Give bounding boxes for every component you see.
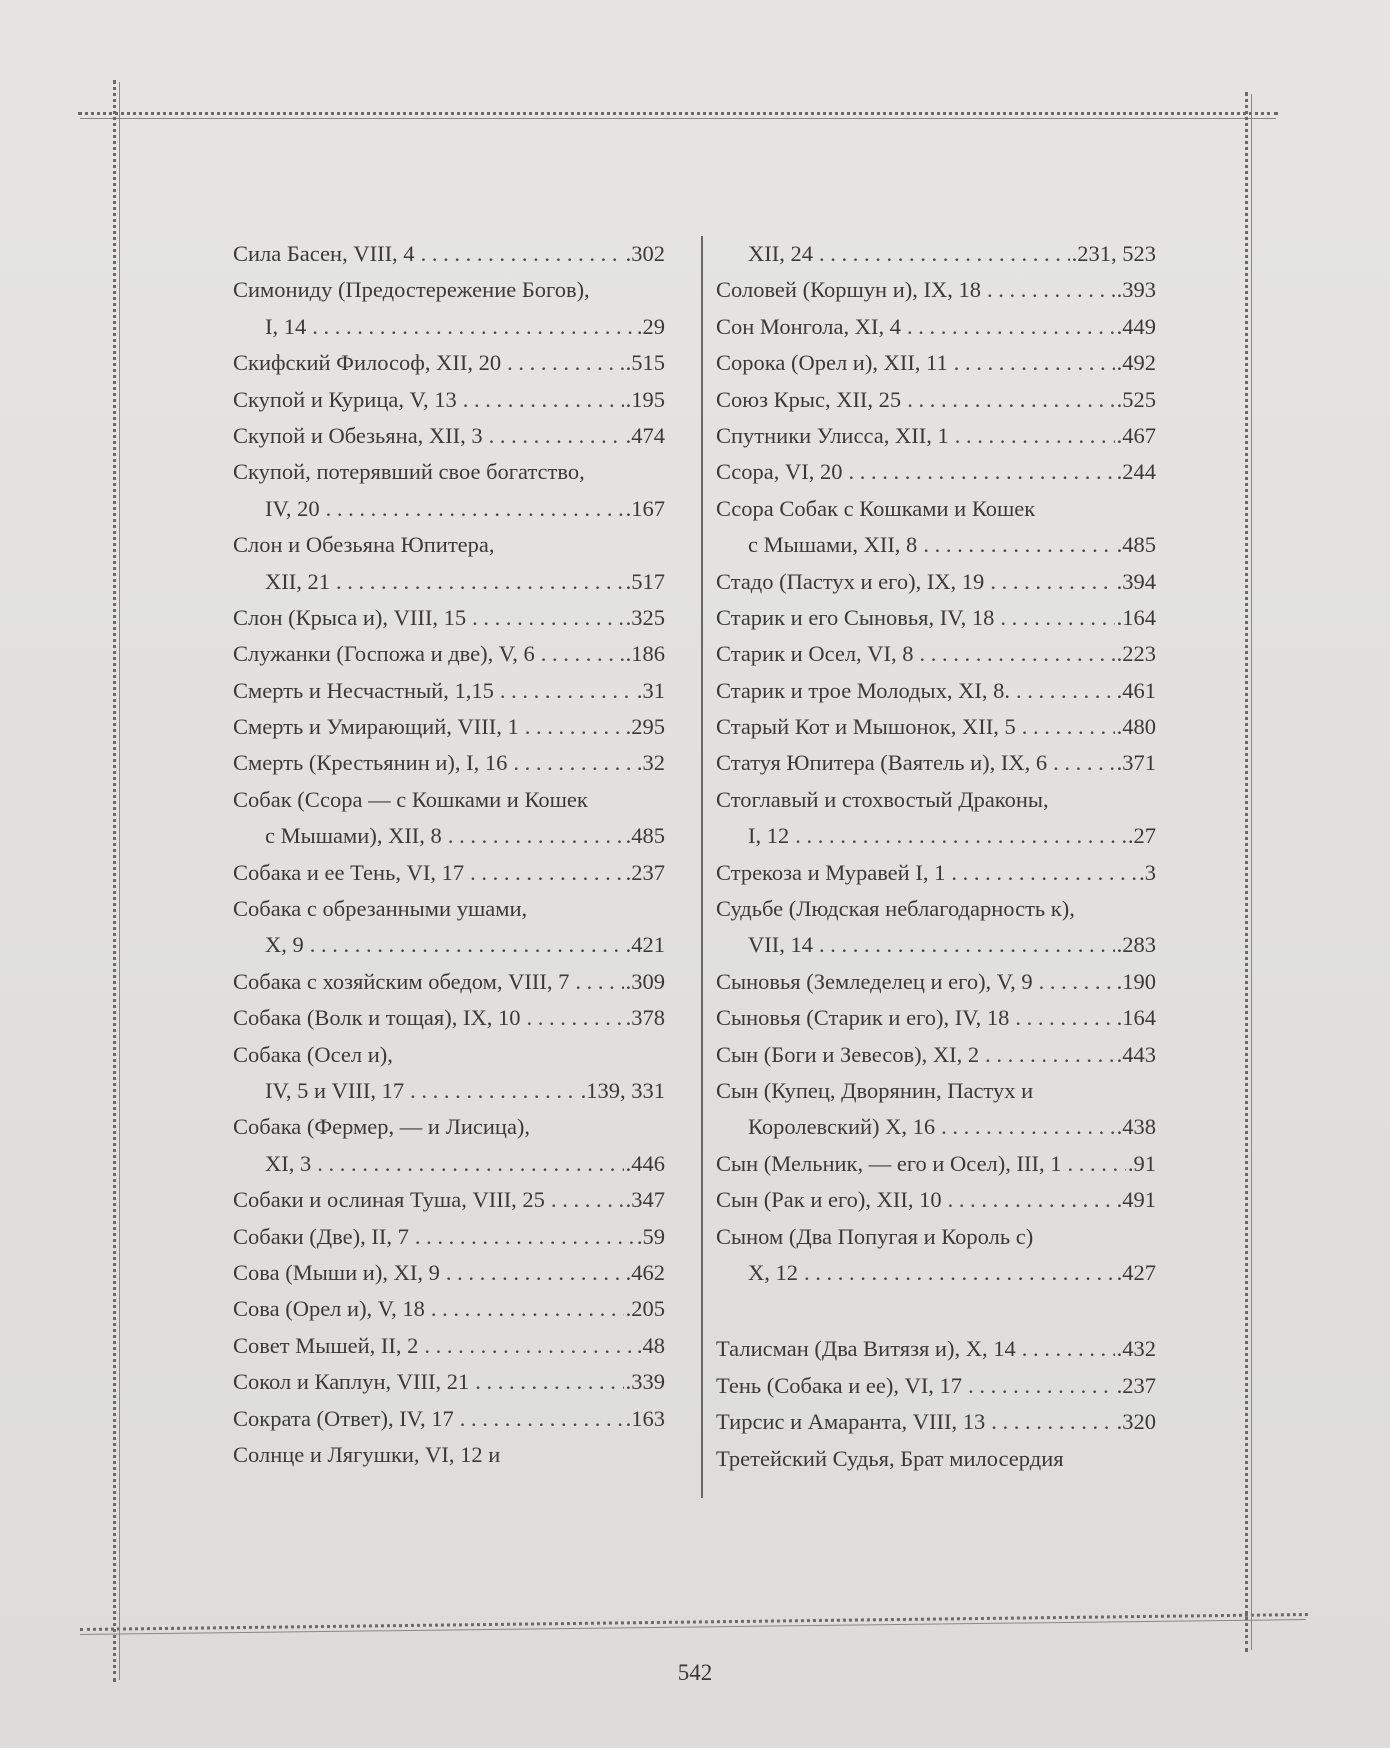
entry-page-numbers: .421 [625,932,665,958]
entry-page-numbers: .480 [1116,714,1156,740]
index-entry [233,818,665,854]
entry-title: Симониду (Предостережение Богов), [233,277,590,303]
entry-page-numbers: .167 [625,495,665,521]
index-entry [716,382,1156,418]
dot-leader [954,345,1115,381]
index-entry [233,855,665,891]
section-spacer [716,1291,1156,1331]
entry-title: I, 14 [265,313,307,339]
index-entry [233,1109,665,1145]
dot-leader [526,1000,623,1036]
dot-leader [1053,745,1115,781]
entry-title: Судьбе (Людская неблагодарность к), [716,896,1075,922]
entry-title: VII, 14 [748,932,813,958]
index-entry [716,236,1156,272]
index-entry [716,564,1156,600]
entry-page-numbers: .492 [1116,350,1156,376]
entry-page-numbers: .462 [625,1259,665,1285]
index-entry [716,600,1156,636]
frame-left-border [113,80,116,1682]
entry-title: Собака (Волк и тощая), IX, 10 [233,1005,521,1031]
entry-title: Смерть и Умирающий, VIII, 1 [233,714,519,740]
index-entry [716,636,1156,672]
entry-page-numbers: .163 [625,1405,665,1431]
entry-title: Стрекоза и Муравей I, 1 [716,859,946,885]
index-entry [233,636,665,672]
page-number: 542 [677,1660,713,1685]
index-entry [233,1328,665,1364]
index-column-left [233,236,665,1473]
index-entry [233,927,665,963]
entry-title: Королевский) X, 16 [748,1114,936,1140]
entry-title: Сын (Мельник, — его и Осел), III, 1 [716,1150,1062,1176]
entry-page-numbers: .195 [625,386,665,412]
dot-leader [955,418,1115,454]
index-entry [716,1331,1156,1367]
dot-leader [525,709,624,745]
entry-page-numbers: .325 [625,604,665,630]
index-entry [233,491,665,527]
index-entry [716,709,1156,745]
index-entry [233,1401,665,1437]
index-column-right [716,236,1156,1477]
dot-leader [985,1037,1114,1073]
entry-page-numbers: .29 [636,313,665,339]
entry-page-numbers: .190 [1116,968,1156,994]
index-entry [716,1219,1156,1255]
entry-page-numbers: .223 [1116,641,1156,667]
index-entry [233,1037,665,1073]
entry-title: IV, 20 [265,495,320,521]
entry-title: I, 12 [748,823,790,849]
entry-page-numbers: .461 [1116,677,1156,703]
entry-title: Собаки и ослиная Туша, VIII, 25 [233,1187,545,1213]
index-entry [233,1182,665,1218]
entry-page-numbers: .485 [625,823,665,849]
entry-title: Старик и трое Молодых, XI, 8. [716,677,1010,703]
entry-title: Ссора Собак с Кошками и Кошек [716,495,1036,521]
entry-title: Сова (Орел и), V, 18 [233,1296,425,1322]
index-entry [233,1000,665,1036]
dot-leader [1015,1000,1114,1036]
frame-right-inner-line [1251,94,1252,1650]
entry-title: Третейский Судья, Брат милосердия [716,1445,1064,1471]
entry-page-numbers: .427 [1116,1259,1156,1285]
entry-page-numbers: .32 [636,750,665,776]
entry-title: с Мышами, XII, 8 [748,532,918,558]
entry-title: Сила Басен, VIII, 4 [233,241,415,266]
entry-page-numbers: .31 [636,677,665,703]
frame-right-border [1245,92,1248,1652]
dot-leader [317,1146,623,1182]
entry-page-numbers: .309 [625,968,665,994]
entry-page-numbers: .443 [1116,1041,1156,1067]
index-entry [716,745,1156,781]
dot-leader [1068,1146,1126,1182]
dot-leader [431,1291,624,1327]
dot-leader [804,1255,1115,1291]
entry-title: Талисман (Два Витязя и), X, 14 [716,1336,1016,1362]
dot-leader [991,1404,1114,1440]
entry-title: Собаки (Две), II, 7 [233,1223,409,1249]
entry-title: Скупой и Обезьяна, XII, 3 [233,422,483,448]
entry-title: Союз Крыс, XII, 25 [716,386,902,412]
index-entry [716,418,1156,454]
index-entry [233,745,665,781]
entry-title: Сын (Купец, Дворянин, Пастух и [716,1077,1034,1103]
index-entry [716,1182,1156,1218]
entry-title: Собака (Фермер, — и Лисица), [233,1114,531,1140]
index-entry [716,1073,1156,1109]
dot-leader [849,454,1115,490]
entry-title: Смерть и Несчастный, 1,15 [233,677,494,703]
entry-page-numbers: .302 [625,241,665,266]
entry-page-numbers: .446 [625,1150,665,1176]
index-entry [716,927,1156,963]
dot-leader [472,600,623,636]
frame-top-inner-line [80,118,1276,119]
entry-page-numbers: .139, 331 [580,1077,665,1103]
index-entry [716,1037,1156,1073]
entry-page-numbers: .91 [1127,1150,1156,1176]
entry-title: Стоглавый и стохвостый Драконы, [716,786,1049,812]
entry-page-numbers: .237 [625,859,665,885]
entry-page-numbers: .438 [1116,1114,1156,1140]
index-entry [233,418,665,454]
dot-leader [421,236,624,272]
column-divider [701,236,703,1498]
dot-leader [551,1182,624,1218]
dot-leader [475,1364,623,1400]
entry-page-numbers: .491 [1116,1187,1156,1213]
index-entry [716,1109,1156,1145]
dot-leader [326,491,624,527]
entry-title: Скифский Философ, XII, 20 [233,350,502,376]
index-entry [716,345,1156,381]
entry-page-numbers: .517 [625,568,665,594]
index-entry [233,564,665,600]
entry-title: Собака с обрезанными ушами, [233,896,528,922]
entry-page-numbers: .515 [625,350,665,376]
entry-title: Сокол и Каплун, VIII, 21 [233,1369,470,1395]
entry-page-numbers: .295 [625,714,665,740]
dot-leader [819,927,1115,963]
index-entry [233,527,665,563]
index-entry [716,855,1156,891]
dot-leader [310,927,624,963]
entry-title: Старик и его Сыновья, IV, 18 [716,604,995,630]
dot-leader [941,1109,1114,1145]
entry-page-numbers: .378 [625,1005,665,1031]
entry-title: Собака и ее Тень, VI, 17 [233,859,465,885]
index-entry [233,1255,665,1291]
dot-leader [448,818,624,854]
index-entry [233,309,665,345]
dot-leader [415,1219,635,1255]
frame-left-inner-line [119,82,120,1680]
index-entry [233,891,665,927]
entry-title: Слон (Крыса и), VIII, 15 [233,604,467,630]
index-entry [716,272,1156,308]
index-entry [233,964,665,1000]
dot-leader [541,636,624,672]
entry-title: с Мышами), XII, 8 [265,823,442,849]
index-entry [716,491,1156,527]
entry-page-numbers: .449 [1116,313,1156,339]
entry-title: Собака (Осел и), [233,1041,393,1067]
entry-page-numbers: .485 [1116,532,1156,558]
entry-page-numbers: .48 [636,1332,665,1358]
index-entry [716,1000,1156,1036]
entry-title: XII, 21 [265,568,330,594]
entry-title: Стадо (Пастух и его), IX, 19 [716,568,985,594]
dot-leader [990,564,1114,600]
entry-page-numbers: .237 [1116,1372,1156,1398]
dot-leader [460,1401,624,1437]
entry-title: Сократа (Ответ), IV, 17 [233,1405,454,1431]
entry-title: Спутники Улисса, XII, 1 [716,422,949,448]
dot-leader [1039,964,1115,1000]
entry-title: Соловей (Коршун и), IX, 18 [716,277,981,303]
entry-title: Сын (Боги и Зевесов), XI, 2 [716,1041,980,1067]
index-entry [716,309,1156,345]
entry-page-numbers: .244 [1116,459,1156,485]
entry-title: Тирсис и Амаранта, VIII, 13 [716,1409,986,1435]
entry-title: Совет Мышей, II, 2 [233,1332,419,1358]
entry-title: Старый Кот и Мышонок, XII, 5 [716,714,1016,740]
dot-leader [923,527,1114,563]
entry-title: X, 9 [265,932,304,958]
entry-title: Смерть (Крестьянин и), I, 16 [233,750,508,776]
dot-leader [1016,673,1115,709]
entry-title: Сон Монгола, XI, 4 [716,313,901,339]
index-entry [716,1404,1156,1440]
entry-title: Собака с хозяйским обедом, VIII, 7 [233,968,570,994]
entry-title: XII, 24 [748,241,813,266]
entry-title: Сыновья (Земледелец и его), V, 9 [716,968,1033,994]
dot-leader [489,418,624,454]
index-entry [233,236,665,272]
index-entry [233,345,665,381]
dot-leader [1022,709,1115,745]
index-entry [716,673,1156,709]
frame-top-border [78,112,1278,115]
entry-page-numbers: .393 [1116,277,1156,303]
entry-page-numbers: .164 [1116,604,1156,630]
index-entry [233,1437,665,1473]
entry-title: Скупой, потерявший свое богатство, [233,459,585,485]
entry-page-numbers: .339 [625,1369,665,1395]
dot-leader [951,855,1137,891]
entry-title: Служанки (Госпожа и две), V, 6 [233,641,535,667]
dot-leader [446,1255,624,1291]
dot-leader [907,309,1115,345]
entry-title: Слон и Обезьяна Юпитера, [233,532,495,558]
entry-page-numbers: .231, 523 [1071,241,1156,266]
index-entry [233,1364,665,1400]
index-entry [233,782,665,818]
index-entry [716,1255,1156,1291]
index-entry [716,891,1156,927]
dot-leader [336,564,624,600]
index-entry [233,1219,665,1255]
entry-title: Сыном (Два Попугая и Король с) [716,1223,1034,1249]
entry-page-numbers: .474 [625,422,665,448]
dot-leader [575,964,623,1000]
dot-leader [463,382,624,418]
index-entry [716,527,1156,563]
entry-title: Тень (Собака и ее), VI, 17 [716,1372,963,1398]
entry-page-numbers: .164 [1116,1005,1156,1031]
entry-title: Статуя Юпитера (Ваятель и), IX, 6 [716,750,1048,776]
entry-title: Старик и Осел, VI, 8 [716,641,914,667]
index-entry [233,673,665,709]
entry-page-numbers: .186 [625,641,665,667]
index-entry [233,1291,665,1327]
index-entry [233,1146,665,1182]
dot-leader [424,1328,634,1364]
index-entry [716,454,1156,490]
entry-page-numbers: .371 [1116,750,1156,776]
index-entry [716,1146,1156,1182]
index-entry [233,1073,665,1109]
entry-page-numbers: .3 [1139,859,1156,885]
index-entry [233,272,665,308]
index-entry [233,382,665,418]
entry-title: Сорока (Орел и), XII, 11 [716,350,948,376]
entry-page-numbers: .347 [625,1187,665,1213]
dot-leader [507,345,624,381]
dot-leader [470,855,624,891]
index-entry [716,1368,1156,1404]
dot-leader [1022,1331,1115,1367]
entry-title: Сын (Рак и его), XII, 10 [716,1187,942,1213]
index-entry [233,600,665,636]
index-entry [716,1441,1156,1477]
entry-page-numbers: .283 [1116,932,1156,958]
index-entry [716,964,1156,1000]
dot-leader [920,636,1115,672]
dot-leader [500,673,635,709]
dot-leader [968,1368,1115,1404]
entry-title: Солнце и Лягушки, VI, 12 и [233,1441,501,1467]
dot-leader [513,745,634,781]
entry-title: Сыновья (Старик и его), IV, 18 [716,1005,1010,1031]
entry-title: XI, 3 [265,1150,312,1176]
entry-page-numbers: .467 [1116,422,1156,448]
entry-page-numbers: .525 [1116,386,1156,412]
entry-title: Сова (Мыши и), XI, 9 [233,1259,440,1285]
dot-leader [312,309,635,345]
entry-page-numbers: .205 [625,1296,665,1322]
entry-title: Скупой и Курица, V, 13 [233,386,457,412]
dot-leader [410,1073,579,1109]
index-entry [716,782,1156,818]
dot-leader [987,272,1115,308]
dot-leader [795,818,1126,854]
entry-title: X, 12 [748,1259,798,1285]
entry-title: IV, 5 и VIII, 17 [265,1077,405,1103]
entry-title: Ссора, VI, 20 [716,459,843,485]
index-entry [716,818,1156,854]
entry-title: Собак (Ссора — с Кошками и Кошек [233,786,588,812]
index-entry [233,454,665,490]
dot-leader [907,382,1114,418]
entry-page-numbers: .432 [1116,1336,1156,1362]
dot-leader [819,236,1070,272]
index-entry [233,709,665,745]
entry-page-numbers: .27 [1127,823,1156,849]
entry-page-numbers: .394 [1116,568,1156,594]
entry-page-numbers: .59 [636,1223,665,1249]
entry-page-numbers: .320 [1116,1409,1156,1435]
dot-leader [1000,600,1114,636]
dot-leader [948,1182,1115,1218]
